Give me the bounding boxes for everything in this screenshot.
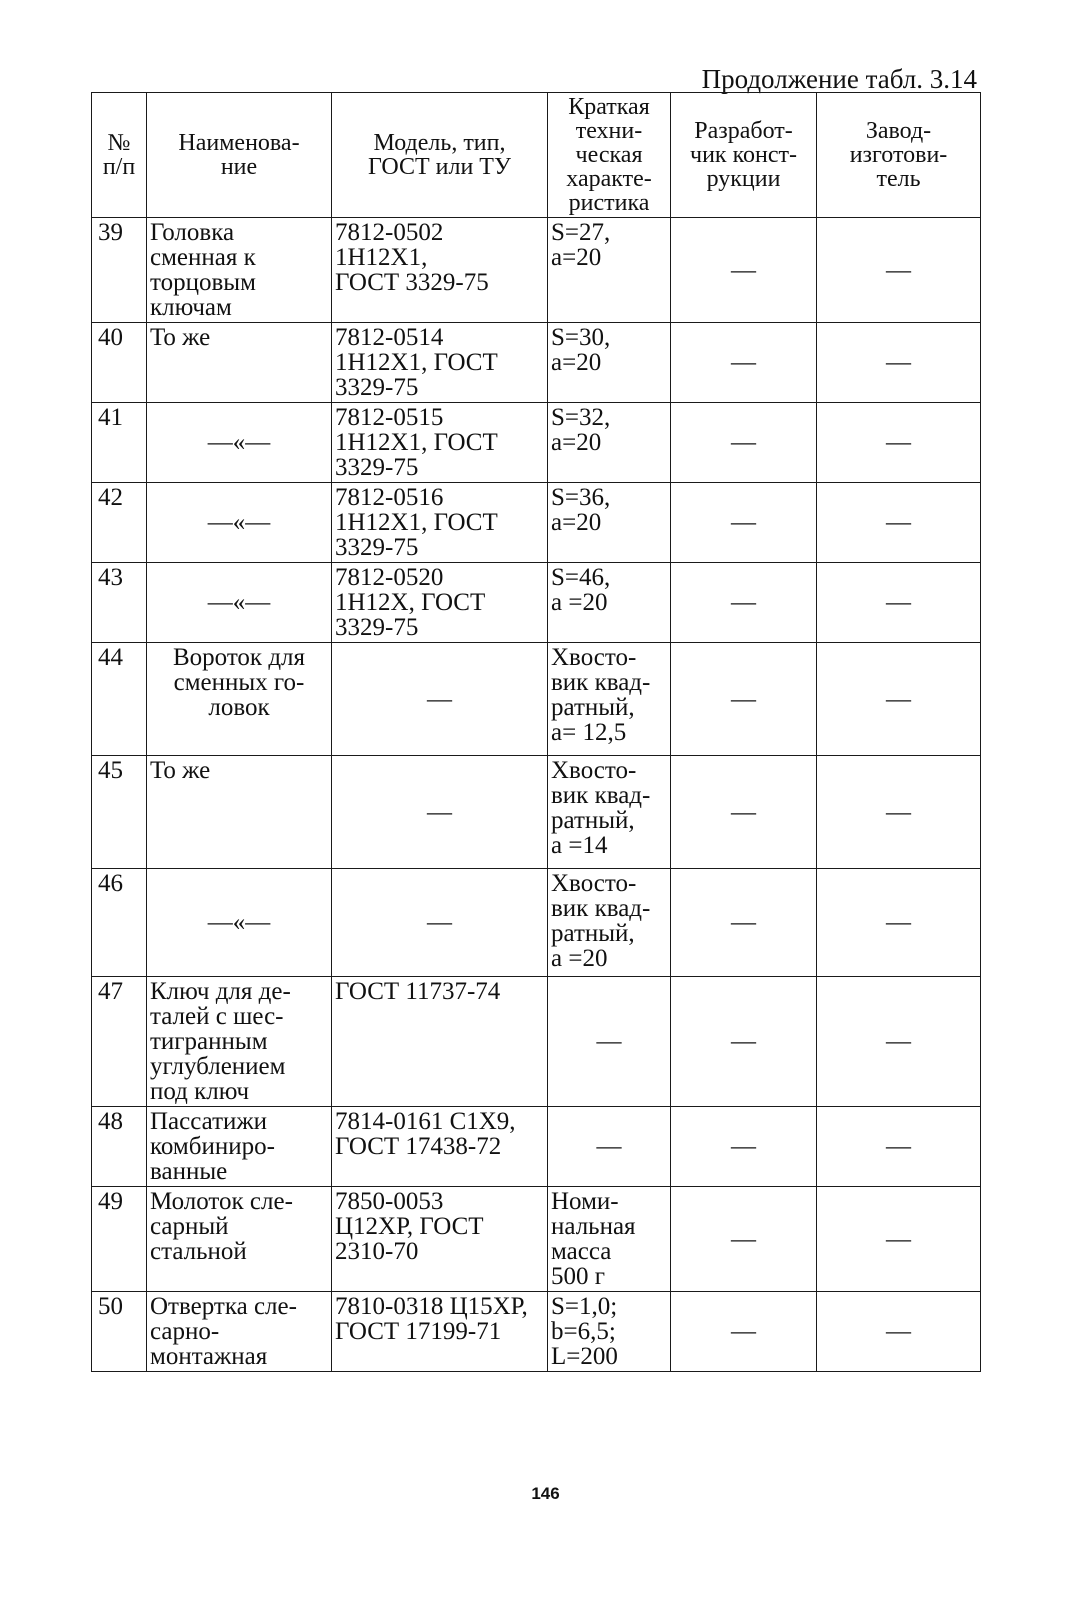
cell-name: —«— — [147, 403, 332, 483]
cell-model: 7850-0053 Ц12ХР, ГОСТ 2310-70 — [332, 1187, 548, 1292]
table-caption: Продолжение табл. 3.14 — [701, 64, 977, 94]
cell-model: 7810-0318 Ц15ХР, ГОСТ 17199-71 — [332, 1292, 548, 1372]
cell-manufacturer: — — [817, 1292, 981, 1372]
cell-spec: S=1,0; b=6,5; L=200 — [548, 1292, 671, 1372]
cell-num: 47 — [92, 977, 147, 1107]
table-row — [92, 977, 981, 1107]
table-row — [92, 1107, 981, 1187]
cell-model: 7812-0516 1Н12Х1, ГОСТ 3329-75 — [332, 483, 548, 563]
cell-num: 41 — [92, 403, 147, 483]
cell-manufacturer: — — [817, 1107, 981, 1187]
cell-spec: Хвосто- вик квад- ратный, a =20 — [548, 869, 671, 977]
cell-spec: S=27, a=20 — [548, 218, 671, 323]
table-row — [92, 563, 981, 643]
table-row — [92, 218, 981, 323]
cell-developer: — — [671, 483, 817, 563]
cell-num: 40 — [92, 323, 147, 403]
cell-name: Ключ для де- талей с шес- тигранным углублением под ключ — [147, 977, 332, 1107]
cell-developer: — — [671, 977, 817, 1107]
cell-manufacturer: — — [817, 869, 981, 977]
table-row — [92, 869, 981, 977]
header-num: № п/п — [92, 93, 147, 218]
header-model: Модель, тип, ГОСТ или ТУ — [332, 93, 548, 218]
cell-manufacturer: — — [817, 643, 981, 756]
cell-name: —«— — [147, 563, 332, 643]
cell-num: 44 — [92, 643, 147, 756]
table-row — [92, 323, 981, 403]
cell-name: Вороток для сменных го- ловок — [147, 643, 332, 756]
cell-spec: — — [548, 1107, 671, 1187]
cell-developer: — — [671, 563, 817, 643]
cell-model: 7812-0515 1Н12Х1, ГОСТ 3329-75 — [332, 403, 548, 483]
table-row — [92, 643, 981, 756]
cell-developer: — — [671, 403, 817, 483]
cell-name: Отвертка сле- сарно- монтажная — [147, 1292, 332, 1372]
cell-model: ГОСТ 11737-74 — [332, 977, 548, 1107]
cell-name: Молоток сле- сарный стальной — [147, 1187, 332, 1292]
cell-manufacturer: — — [817, 323, 981, 403]
cell-manufacturer: — — [817, 403, 981, 483]
header-spec: Краткая техни- ческая характе- ристика — [548, 93, 671, 218]
cell-model: 7812-0520 1Н12Х, ГОСТ 3329-75 — [332, 563, 548, 643]
header-row — [92, 93, 981, 218]
cell-model: — — [332, 643, 548, 756]
cell-spec: S=30, a=20 — [548, 323, 671, 403]
table-row — [92, 1292, 981, 1372]
header-manufacturer: Завод- изготови- тель — [817, 93, 981, 218]
cell-name: —«— — [147, 483, 332, 563]
cell-num: 49 — [92, 1187, 147, 1292]
table-row — [92, 403, 981, 483]
cell-spec: Хвосто- вик квад- ратный, a= 12,5 — [548, 643, 671, 756]
equipment-table — [91, 92, 981, 1372]
cell-name: То же — [147, 323, 332, 403]
cell-num: 48 — [92, 1107, 147, 1187]
cell-model: 7812-0514 1Н12Х1, ГОСТ 3329-75 — [332, 323, 548, 403]
cell-developer: — — [671, 1107, 817, 1187]
cell-num: 45 — [92, 756, 147, 869]
cell-developer: — — [671, 218, 817, 323]
cell-spec: Номи- нальная масса 500 г — [548, 1187, 671, 1292]
table-row — [92, 483, 981, 563]
cell-model: — — [332, 756, 548, 869]
cell-model: 7814-0161 С1Х9, ГОСТ 17438-72 — [332, 1107, 548, 1187]
cell-name: —«— — [147, 869, 332, 977]
cell-spec: — — [548, 977, 671, 1107]
cell-manufacturer: — — [817, 977, 981, 1107]
cell-spec: S=46, a =20 — [548, 563, 671, 643]
cell-developer: — — [671, 323, 817, 403]
cell-spec: S=32, a=20 — [548, 403, 671, 483]
cell-num: 46 — [92, 869, 147, 977]
cell-developer: — — [671, 869, 817, 977]
cell-manufacturer: — — [817, 1187, 981, 1292]
cell-developer: — — [671, 1187, 817, 1292]
header-name: Наименова- ние — [147, 93, 332, 218]
cell-model: 7812-0502 1Н12Х1, ГОСТ 3329-75 — [332, 218, 548, 323]
page-number: 146 — [531, 1484, 560, 1503]
cell-developer: — — [671, 756, 817, 869]
table-row — [92, 756, 981, 869]
cell-spec: S=36, a=20 — [548, 483, 671, 563]
cell-manufacturer: — — [817, 218, 981, 323]
cell-model: — — [332, 869, 548, 977]
cell-name: Головка сменная к торцовым ключам — [147, 218, 332, 323]
cell-name: Пассатижи комбиниро- ванные — [147, 1107, 332, 1187]
cell-manufacturer: — — [817, 563, 981, 643]
cell-developer: — — [671, 643, 817, 756]
header-developer: Разработ- чик конст- рукции — [671, 93, 817, 218]
cell-num: 39 — [92, 218, 147, 323]
cell-manufacturer: — — [817, 756, 981, 869]
cell-num: 50 — [92, 1292, 147, 1372]
table-row — [92, 1187, 981, 1292]
cell-num: 42 — [92, 483, 147, 563]
cell-name: То же — [147, 756, 332, 869]
cell-num: 43 — [92, 563, 147, 643]
cell-spec: Хвосто- вик квад- ратный, a =14 — [548, 756, 671, 869]
cell-developer: — — [671, 1292, 817, 1372]
cell-manufacturer: — — [817, 483, 981, 563]
